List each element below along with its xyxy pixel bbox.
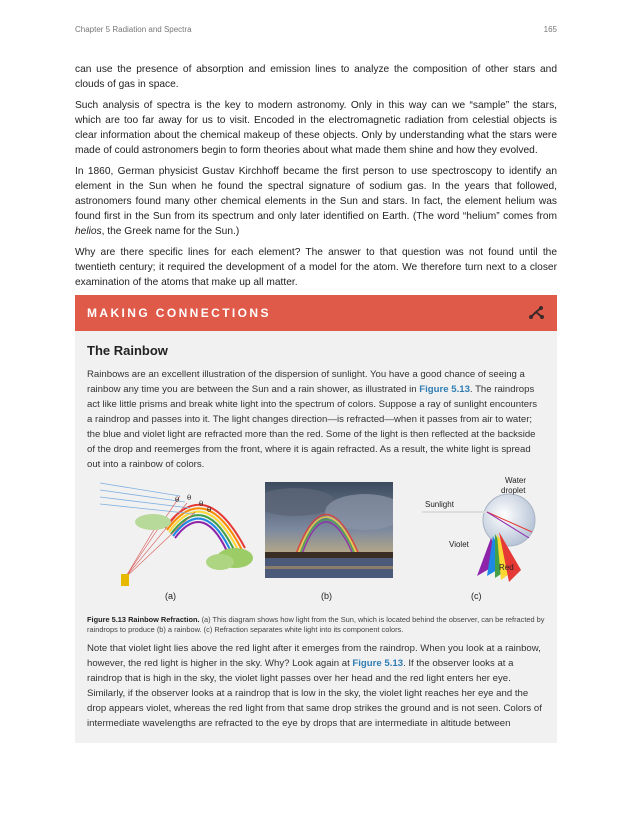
paragraph: can use the presence of absorption and emission lines to analyze the composition of other stars and clouds of gas in space.	[75, 64, 557, 90]
rainbow-diagram	[95, 478, 255, 588]
paragraph-text: In 1860, German physicist Gustav Kirchhoff became the first person to use spectroscopy to identify an element in the Sun when he found the spectral signature of sodium gas. In the years that followed, astronomers found many other chemical elements in the Sun and stars. In fact, the element helium was found first in the Sun from its spectrum and only later identified on Earth. (The word “helium” comes from	[75, 166, 557, 222]
figure-caption	[87, 615, 545, 635]
paragraph: Why are there specific lines for each element? The answer to that question was not found until the twentieth century; it required the development of a model for the atom. We therefore turn next to a closer examination of the atoms that make up all matter.	[75, 247, 557, 288]
body-text	[75, 62, 557, 296]
label-droplet: droplet	[501, 486, 526, 495]
paragraph-text: , the Greek name for the Sun.)	[101, 226, 240, 237]
label-water: Water	[505, 476, 527, 485]
connections-icon	[527, 305, 545, 321]
page-header	[75, 25, 557, 34]
paragraph-text: . If the observer looks at a raindrop that is high in the sky, the violet light passes over her head and the red light enters her eye. Similarly, if the observer looks at a raindrop that is low in the sky, the violet light reaches her eye and the drop appears violet, whereas the red light from that same drop strikes the ground and is not seen. Colors of intermediate wavelengths are refracted to the eye by drops that are intermediate in altitude between	[87, 658, 542, 729]
caption-title: Figure 5.13 Rainbow Refraction.	[87, 615, 200, 624]
making-connections-box	[75, 295, 557, 743]
rainbow-photo	[265, 482, 393, 578]
label-red: Red	[499, 563, 514, 572]
italic-term: helios	[75, 226, 102, 237]
chapter-title: Chapter 5 Radiation and Spectra	[75, 25, 192, 34]
theta-label: θ	[175, 496, 180, 504]
paragraph: Such analysis of spectra is the key to modern astronomy. Only in this way can we “sample” the stars, which are too far away for us to visit. Encoded in the electromagnetic radiation from celestial objects is clear information about the chemical makeup of these objects. Only by understanding what the stars were made of could astronomers begin to form theories about what made them shine and how they evolved.	[75, 100, 557, 156]
paragraph-text: . The raindrops act like little prisms and break white light into the spectrum of colors. Suppose a ray of sunlight encounters a raindrop and passes into it. The light changes direction—is refracted—when it passes from air to water; the blue and violet light are refracted more than the red. Some of the light is then reflected at the backside of the drop and reemerges from the front, where it is again refracted. As a result, the white light is spread out into a rainbow of colors.	[87, 384, 538, 470]
theta-label: θ	[187, 494, 192, 502]
feature-banner	[75, 295, 557, 331]
box-title: The Rainbow	[87, 343, 168, 358]
banner-title: MAKING CONNECTIONS	[87, 306, 271, 320]
caption-text: (a) This diagram shows how light from the Sun, which is located behind the observer, can be refracted by raindrops to produce (b) a rainbow. (c) Refraction separates white light into its component colors.	[87, 615, 545, 634]
figure-link[interactable]: Figure 5.13	[352, 658, 404, 669]
figure-link[interactable]: Figure 5.13	[419, 384, 470, 395]
paragraph-text: Rainbows are an excellent illustration of the dispersion of sunlight. You have a good chance of seeing a rainbow any time you are between the Sun and a rain shower, as illustrated in	[87, 369, 525, 395]
theta-label: θ	[207, 506, 212, 514]
paragraph-kirchhoff	[75, 164, 557, 239]
label-violet: Violet	[449, 540, 469, 549]
subfigure-label-a: (a)	[165, 591, 176, 601]
figure-5-13	[87, 476, 545, 606]
page-number: 165	[543, 25, 557, 34]
subfigure-label-c: (c)	[471, 591, 482, 601]
theta-label: θ	[199, 500, 204, 508]
droplet-diagram	[417, 476, 545, 588]
subfigure-label-b: (b)	[321, 591, 332, 601]
paragraph-text: Note that violet light lies above the red light after it emerges from the raindrop. When you look at a rainbow, however, the red light is higher in the sky. Why? Look again at	[87, 643, 541, 669]
label-sunlight: Sunlight	[425, 500, 454, 509]
box-paragraph-2	[87, 641, 545, 731]
box-paragraph-1	[87, 367, 545, 472]
